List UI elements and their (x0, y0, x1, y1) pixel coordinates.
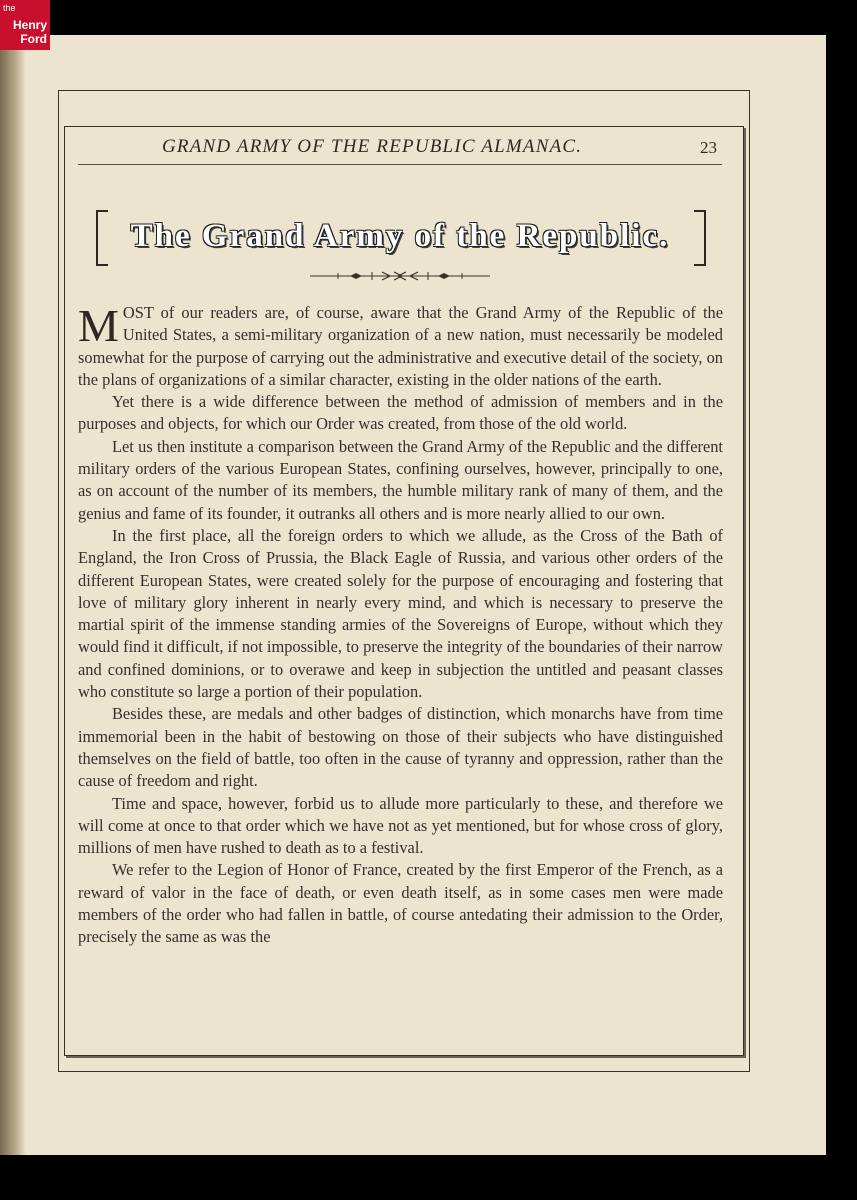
paragraph: Besides these, are medals and other badges of distinction, which monarchs have from time immemorial been in the habit of bestowing on those of their subjects who have distinguished themselves on the field of battle, too often in the cause of tyranny and oppression, rather than the cause of freedom and right. (78, 704, 723, 791)
title-bracket-right (694, 210, 706, 266)
article-title: The Grand Army of the Republic. (130, 218, 670, 254)
paragraph: Time and space, however, forbid us to allude more particularly to these, and therefore we will come at once to that order which we have not as yet mentioned, but for whose cross of glory, millions of men have rushed to death as to a festival. (78, 793, 723, 858)
paragraph: In the first place, all the foreign orders to which we allude, as the Cross of the Bath of England, the Iron Cross of Prussia, the Black Eagle of Russia, and various other orders of the different European States, were created solely for the purpose of encouraging and fostering that love of military glory inherent in nearly every mind, and which is necessary to preserve the martial spirit of the immense standing armies of the Sovereigns of Europe, without which they would find it difficult, if not impossible, to preserve the integrity of the boundaries of their narrow and confined dominions, or to overawe and keep in subjection the untitled and peasant classes who constitute so large a portion of their population. (78, 525, 723, 702)
running-header-title: GRAND ARMY OF THE REPUBLIC ALMANAC. (162, 136, 583, 157)
paragraph: Let us then institute a comparison between the Grand Army of the Republic and the different military orders of the various European States, confining ourselves, however, principally to one, as on account of the number of its members, the humble military rank of many of them, and the genius and fame of its founder, it outranks all others and is more nearly allied to our own. (78, 436, 723, 523)
ornamental-divider (310, 270, 490, 282)
article-body (78, 302, 723, 949)
henry-ford-logo (0, 0, 50, 50)
header-rule (78, 164, 722, 165)
paragraph-1-text: OST of our readers are, of course, aware that the Grand Army of the Republic of the United States, a semi-military organization of a new nation, must necessarily be modeled somewhat for the purpose of carrying out the administrative and executive detail of the society, on the plans of organizations of a similar character, existing in the older nations of the earth. (78, 303, 723, 389)
paragraph-1 (78, 302, 723, 391)
page-binding-edge (0, 35, 26, 1155)
logo-text-ford: Ford (20, 32, 47, 46)
logo-text-henry: Henry (12, 18, 47, 32)
paragraph: Yet there is a wide difference between the method of admission of members and in the purposes and objects, for which our Order was created, from those of the old world. (78, 392, 723, 434)
page-number: 23 (700, 138, 717, 157)
paragraph: We refer to the Legion of Honor of France, created by the first Emperor of the French, as a reward of valor in the face of death, or even death itself, as in some cases men were made members of the order who had fallen in battle, of course antedating their admission to the Order, precisely the same as was the (78, 860, 723, 947)
logo-text-the: the (3, 3, 16, 13)
drop-cap: M (78, 300, 119, 351)
